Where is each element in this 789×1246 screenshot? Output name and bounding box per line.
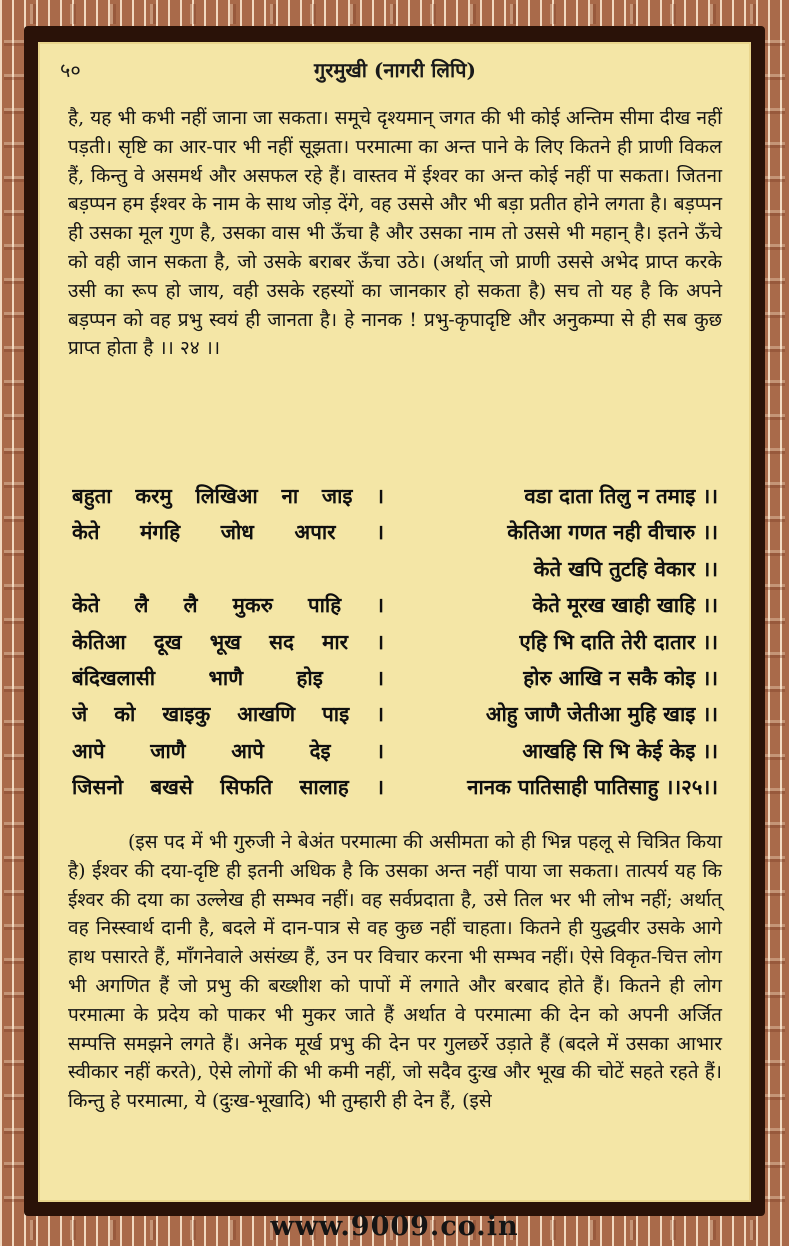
verse-line	[72, 514, 722, 550]
verse-line-left: जिसनो बखसे सिफति सालाह ।	[72, 775, 384, 800]
verse-line	[72, 551, 722, 587]
verse-line-left: केतिआ दूख भूख सद मार ।	[72, 629, 384, 654]
verse-line	[72, 478, 722, 514]
verse-line-right: वडा दाता तिलु न तमाइ ।।	[524, 484, 718, 508]
verse-line-left: बंदिखलासी भाणै होइ ।	[72, 665, 384, 690]
verse-line-right: होरु आखि न सकै कोइ ।।	[523, 665, 718, 690]
verse-line-right: केतिआ गणत नही वीचारु ।।	[507, 520, 718, 545]
verse-line-right: ओहु जाणै जेतीआ मुहि खाइ ।।	[485, 702, 718, 727]
verse-line-left: केते लै लै मुकरु पाहि ।	[72, 593, 384, 618]
commentary-paragraph-2: (इस पद में भी गुरुजी ने बेअंत परमात्मा की असीमता को ही भिन्न पहलू से चित्रित किया है) ईश्वर की दया-दृष्टि ही इतनी अधिक है कि उसका अन्त नहीं पाया जा सकता। तात्पर्य यह कि ईश्वर की दया का उल्लेख ही सम्भव नहीं। वह सर्वप्रदाता है, उसे तिल भर भी लोभ नहीं; अर्थात् वह निस्स्वार्थ दानी है, बदले में दान-पात्र से वह कुछ नहीं चाहता। कितने ही युद्धवीर उसके आगे हाथ पसारते हैं, माँगनेवाले असंख्य हैं, उन पर विचार करना भी सम्भव नहीं। ऐसे विकृत-चित्त लोग भी अगणित हैं जो प्रभु की बख्शीश को पापों में लगाते और बरबाद होते हैं। कितने ही लोग परमात्मा के प्रदेय को पाकर भी मुकर जाते हैं अर्थात वे परमात्मा की देन को अपनी अर्जित सम्पत्ति समझने लगते हैं। अनेक मूर्ख प्रभु की देन पर गुलछर्रे उड़ाते हैं (बदले में उसका आभार स्वीकार नहीं करते), ऐसे लोगों की भी कमी नहीं, जो सदैव दुःख और भूख की चोटें सहते रहते हैं। किन्तु हे परमात्मा, ये (दुःख-भूखादि) भी तुम्हारी ही देन हैं, (इसे	[68, 831, 722, 1113]
verse-line-left: आपे जाणै आपे देइ ।	[72, 738, 384, 763]
verse-line-right: नानक पातिसाही पातिसाहु ।।२५।।	[467, 775, 718, 800]
verse-line	[72, 696, 722, 732]
verse-line	[72, 587, 722, 623]
verse-line	[72, 733, 722, 769]
commentary-paragraph-1: है, यह भी कभी नहीं जाना जा सकता। समूचे दृश्यमान् जगत की भी कोई अन्तिम सीमा दीख नहीं पड़ती। सृष्टि का आर-पार भी नहीं सूझता। परमात्मा का अन्त पाने के लिए कितने ही प्राणी विकल हैं, किन्तु वे असमर्थ और असफल रहे हैं। वास्तव में ईश्वर का अन्त कोई नहीं पा सकता। जितना बड़प्पन हम ईश्वर के नाम के साथ जोड़ देंगे, वह उससे और भी बड़ा प्रतीत होने लगता है। बड़प्पन ही उसका मूल गुण है, उसका वास भी ऊँचा है और उसका नाम तो उससे भी महान् है। इतने ऊँचे को वही जान सकता है, जो उसके बराबर ऊँचा उठे। (अर्थात् जो प्राणी उससे अभेद प्राप्त करके उसी का रूप हो जाय, वही उसके रहस्यों का जानकार हो सकता है) सच तो यह है कि अपने बड़प्पन को वह प्रभु स्वयं ही जानता है। हे नानक ! प्रभु-कृपादृष्टि और अनुकम्पा से ही सब कुछ प्राप्त होता है ।। २४ ।।	[68, 107, 722, 360]
website-watermark: www.9009.co.in	[270, 1211, 519, 1242]
verse-line	[72, 769, 722, 805]
verse-line-left: जे को खाइकु आखणि पाइ ।	[72, 702, 384, 727]
verse-line	[72, 660, 722, 696]
verse-line-left: बहुता करमु लिखिआ ना जाइ ।	[72, 484, 384, 508]
border-pattern-top	[30, 4, 760, 24]
verse-line-right: केते मूरख खाही खाहि ।।	[532, 593, 718, 618]
verse-line	[72, 624, 722, 660]
book-page	[38, 42, 751, 1202]
verse-line-right: आखहि सि भि केई केइ ।।	[522, 738, 718, 763]
verse-line-right: केते खपि तुटहि वेकार ।।	[533, 556, 718, 581]
page-header	[60, 56, 730, 86]
verse-line-left: केते मंगहि जोध अपार ।	[72, 520, 384, 545]
running-title: गुरमुखी (नागरी लिपि)	[314, 58, 476, 82]
verse-block	[72, 478, 722, 806]
verse-line-left	[72, 551, 384, 587]
verse-line-right: एहि भि दाति तेरी दातार ।।	[519, 629, 718, 654]
page-number: ५०	[60, 58, 81, 82]
